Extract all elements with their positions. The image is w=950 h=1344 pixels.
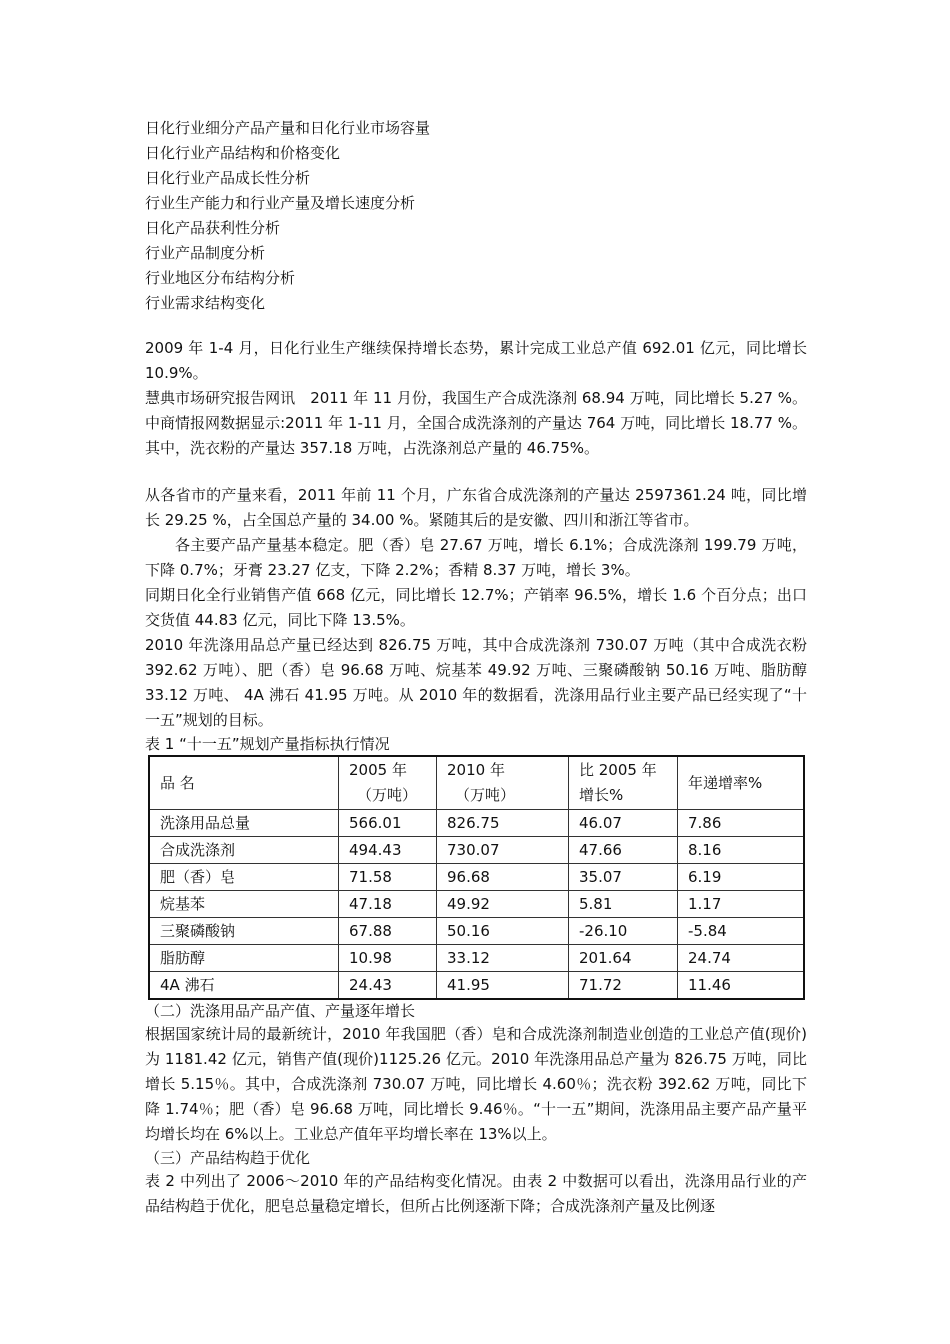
toc-item: 日化行业产品成长性分析 <box>145 169 311 187</box>
table-cell: 47.66 <box>569 837 678 864</box>
paragraph: 从各省市的产量来看，2011 年前 11 个月，广东省合成洗涤剂的产量达 2597361.24 吨，同比增长 29.25 %，占全国总产量的 34.00 %。紧随其后的是安徽、四川和浙江等省市。 <box>145 486 807 529</box>
table-cell: 730.07 <box>437 837 569 864</box>
section-heading: （三）产品结构趋于优化 <box>145 1149 311 1167</box>
header-cell <box>339 756 437 810</box>
table-cell: 洗涤用品总量 <box>149 810 339 837</box>
table-row <box>149 864 804 891</box>
table-cell: 24.43 <box>339 972 437 1000</box>
table-caption: 表 1 “十一五”规划产量指标执行情况 <box>145 735 390 753</box>
table-cell: 71.58 <box>339 864 437 891</box>
table-cell: 47.18 <box>339 891 437 918</box>
table-cell: 24.74 <box>678 945 805 972</box>
table-row <box>149 945 804 972</box>
toc-item: 行业生产能力和行业产量及增长速度分析 <box>145 194 416 212</box>
table-cell: 67.88 <box>339 918 437 945</box>
paragraph: 同期日化全行业销售产值 668 亿元，同比增长 12.7%；产销率 96.5%，增长 1.6 个百分点；出口交货值 44.83 亿元，同比下降 13.5%。 <box>145 586 807 629</box>
table-cell: 201.64 <box>569 945 678 972</box>
header-2010 <box>447 758 558 808</box>
header-growth-line2: 增长% <box>579 786 624 804</box>
header-2005-line2: （万吨） <box>357 786 418 804</box>
table-cell: 41.95 <box>437 972 569 1000</box>
table-cell: 4A 沸石 <box>149 972 339 1000</box>
header-name: 品 名 <box>160 773 195 792</box>
paragraph: 2010 年洗涤用品总产量已经达到 826.75 万吨，其中合成洗涤剂 730.07 万吨（其中合成洗衣粉 392.62 万吨）、肥（香）皂 96.68 万吨、烷基苯 49.92 万吨、三聚磷酸钠 50.16 万吨、脂肪醇 33.12 万吨、 4A 沸石 41.95 万吨。从 2010 年的数据看，洗涤用品行业主要产品已经实现了“十一五”规划的目标。 <box>145 636 807 729</box>
paragraph: 表 2 中列出了 2006～2010 年的产品结构变化情况。由表 2 中数据可以看出，洗涤用品行业的产品结构趋于优化，肥皂总量稳定增长，但所占比例逐渐下降；合成洗涤剂产量及比例逐 <box>145 1172 807 1215</box>
section-heading: （二）洗涤用品产品产值、产量逐年增长 <box>145 1002 416 1020</box>
header-cell <box>437 756 569 810</box>
header-annual: 年递增率% <box>688 773 763 792</box>
table-cell: 494.43 <box>339 837 437 864</box>
table-cell: 烷基苯 <box>149 891 339 918</box>
table-cell: 35.07 <box>569 864 678 891</box>
table-cell: 71.72 <box>569 972 678 1000</box>
table-cell: 肥（香）皂 <box>149 864 339 891</box>
table-cell: 5.81 <box>569 891 678 918</box>
paragraph: 慧典市场研究报告网讯 2011 年 11 月份，我国生产合成洗涤剂 68.94 万吨，同比增长 5.27 %。中商情报网数据显示:2011 年 1-11 月，全国合成洗涤剂的产量达 764 万吨，同比增长 18.77 %。其中，洗衣粉的产量达 357.18 万吨，占洗涤剂总产量的 46.75%。 <box>145 389 807 457</box>
table-cell: 96.68 <box>437 864 569 891</box>
table-cell: 三聚磷酸钠 <box>149 918 339 945</box>
header-cell <box>678 756 805 810</box>
table-cell: 8.16 <box>678 837 805 864</box>
table-cell: 50.16 <box>437 918 569 945</box>
toc-item: 日化产品获利性分析 <box>145 219 281 237</box>
header-2005 <box>349 758 426 808</box>
header-cell <box>569 756 678 810</box>
paragraph: 各主要产品产量基本稳定。肥（香）皂 27.67 万吨，增长 6.1%；合成洗涤剂 199.79 万吨，下降 0.7%；牙膏 23.27 亿支，下降 2.2%；香精 8.37 万吨，增长 3%。 <box>145 536 807 579</box>
header-2010-line1: 2010 年 <box>447 761 505 779</box>
header-growth-line1: 比 2005 年 <box>579 761 657 779</box>
table-row <box>149 918 804 945</box>
table-cell: 826.75 <box>437 810 569 837</box>
table-cell: 脂肪醇 <box>149 945 339 972</box>
toc-item: 行业产品制度分析 <box>145 244 266 262</box>
table-row <box>149 891 804 918</box>
table-cell: 566.01 <box>339 810 437 837</box>
toc-item: 行业需求结构变化 <box>145 294 266 312</box>
table-header-row <box>149 756 804 810</box>
table-cell: 33.12 <box>437 945 569 972</box>
table-cell: 11.46 <box>678 972 805 1000</box>
production-table <box>148 755 805 1000</box>
spacer <box>145 316 807 336</box>
table-cell: -26.10 <box>569 918 678 945</box>
toc-item: 日化行业产品结构和价格变化 <box>145 144 341 162</box>
table-cell: 6.19 <box>678 864 805 891</box>
table-cell: 49.92 <box>437 891 569 918</box>
table-row <box>149 837 804 864</box>
toc-list <box>145 116 807 316</box>
toc-item: 日化行业细分产品产量和日化行业市场容量 <box>145 119 431 137</box>
document-page <box>145 116 807 1219</box>
table-cell: 1.17 <box>678 891 805 918</box>
paragraph: 2009 年 1-4 月，日化行业生产继续保持增长态势，累计完成工业总产值 692.01 亿元，同比增长 10.9%。 <box>145 339 807 382</box>
header-2010-line2: （万吨） <box>455 786 516 804</box>
header-growth <box>579 758 667 808</box>
header-2005-line1: 2005 年 <box>349 761 407 779</box>
header-cell <box>149 756 339 810</box>
table-cell: 合成洗涤剂 <box>149 837 339 864</box>
table-cell: -5.84 <box>678 918 805 945</box>
paragraph: 根据国家统计局的最新统计，2010 年我国肥（香）皂和合成洗涤剂制造业创造的工业总产值(现价)为 1181.42 亿元，销售产值(现价)1125.26 亿元。2010 年洗涤用品总产量为 826.75 万吨，同比增长 5.15％。其中，合成洗涤剂 730.07 万吨，同比增长 4.60％；洗衣粉 392.62 万吨，同比下降 1.74％；肥（香）皂 96.68 万吨，同比增长 9.46％。“十一五”期间，洗涤用品主要产品产量平均增长均在 6%以上。工业总产值年平均增长率在 13%以上。 <box>145 1025 807 1143</box>
table-row <box>149 972 804 1000</box>
table-cell: 10.98 <box>339 945 437 972</box>
spacer <box>145 461 807 483</box>
table-row <box>149 810 804 837</box>
table-cell: 7.86 <box>678 810 805 837</box>
table-cell: 46.07 <box>569 810 678 837</box>
toc-item: 行业地区分布结构分析 <box>145 269 296 287</box>
